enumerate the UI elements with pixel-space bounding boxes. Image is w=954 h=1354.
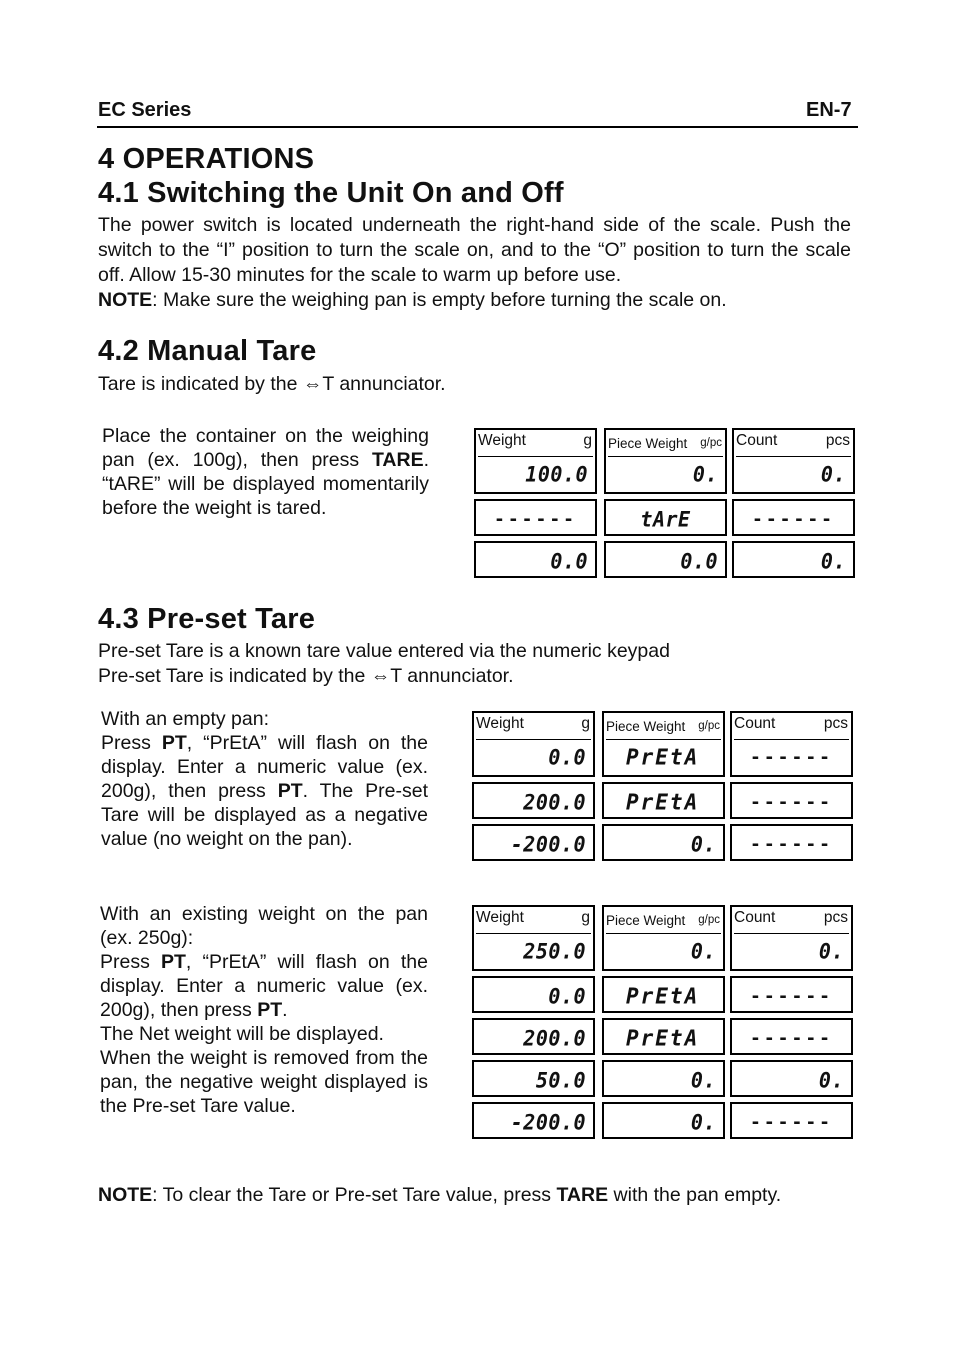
count-display-cell	[730, 905, 853, 971]
section-4-1-title: 4.1 Switching the Unit On and Off	[98, 177, 564, 209]
note-label: NOTE	[98, 289, 153, 311]
weight-display-cell	[472, 824, 595, 861]
count-readout: 0.	[818, 938, 844, 964]
count-display-cell	[732, 541, 855, 578]
piece-weight-display-cell	[602, 905, 725, 971]
count-readout: 0.	[820, 461, 846, 487]
piece-weight-display-cell	[602, 1060, 725, 1097]
weight-display-cell	[472, 905, 595, 971]
count-label	[736, 432, 850, 454]
weight-display-cell	[474, 499, 597, 536]
piece-weight-display-cell	[604, 541, 727, 578]
count-display-cell	[732, 499, 855, 536]
display-divider	[734, 739, 849, 740]
piece-weight-label	[606, 719, 720, 741]
count-display-cell	[732, 428, 855, 494]
weight-readout: 0.0	[548, 983, 586, 1009]
piece-weight-readout: 0.0	[680, 548, 718, 574]
weight-label	[476, 715, 590, 737]
weight-readout: 200.0	[523, 1025, 586, 1051]
weight-unit: g	[581, 909, 590, 926]
piece-weight-display-cell	[604, 499, 727, 536]
count-label-text: Count	[734, 909, 776, 926]
piece-weight-label	[608, 436, 722, 458]
piece-weight-readout: PrEtA	[626, 789, 700, 815]
note-clear-tare: NOTE: To clear the Tare or Pre-set Tare value, press TARE with the pan empty.	[98, 1184, 782, 1206]
chapter-title: 4 OPERATIONS	[98, 143, 315, 175]
count-unit: pcs	[823, 715, 848, 732]
note-text: : Make sure the weighing pan is empty before turning the scale on.	[152, 289, 727, 311]
section-4-3-title: 4.3 Pre-set Tare	[98, 603, 316, 635]
count-readout: 0.	[820, 548, 846, 574]
weight-display-cell	[474, 428, 597, 494]
weight-readout: -200.0	[510, 831, 586, 857]
piece-weight-readout: PrEtA	[626, 744, 700, 770]
weight-readout: ------	[493, 509, 578, 530]
display-divider	[734, 933, 849, 934]
piece-weight-display-cell	[602, 1102, 725, 1139]
display-divider	[736, 456, 851, 457]
piece-weight-display-cell	[604, 428, 727, 494]
count-display-cell	[730, 711, 853, 777]
display-divider	[608, 456, 723, 457]
section-4-3-intro-2: Pre-set Tare is indicated by the ⇔T annunciator.	[98, 665, 514, 687]
count-display-cell	[730, 1060, 853, 1097]
piece-weight-display-cell	[602, 782, 725, 819]
section-4-2-intro: Tare is indicated by the ⇔T annunciator.	[98, 373, 446, 395]
weight-readout: 0.0	[548, 744, 586, 770]
weight-readout: 0.0	[550, 548, 588, 574]
count-readout: ------	[749, 792, 834, 813]
piece-weight-display-cell	[602, 976, 725, 1013]
count-readout: 0.	[818, 1067, 844, 1093]
piece-weight-label-text: Piece Weight	[608, 436, 688, 451]
count-label	[734, 715, 848, 737]
count-readout: ------	[749, 747, 834, 768]
header-rule	[97, 126, 858, 128]
weight-label-text: Weight	[478, 432, 526, 449]
piece-weight-unit: g/pc	[700, 437, 722, 449]
display-divider	[606, 739, 721, 740]
weight-label-text: Weight	[476, 909, 524, 926]
display-divider	[478, 456, 593, 457]
manual-tare-instructions: Place the container on the weighing pan (ex. 100g), then press TARE. “tARE” will be displayed momentarily before the weight is tared.	[102, 425, 429, 519]
count-display-cell	[730, 1018, 853, 1055]
piece-weight-display-cell	[602, 711, 725, 777]
piece-weight-readout: 0.	[690, 1067, 716, 1093]
weight-label	[476, 909, 590, 931]
count-readout: ------	[749, 834, 834, 855]
piece-weight-unit: g/pc	[698, 914, 720, 926]
piece-weight-readout: PrEtA	[626, 1025, 700, 1051]
piece-weight-unit: g/pc	[698, 720, 720, 732]
weight-label-text: Weight	[476, 715, 524, 732]
running-header-series: EC Series	[98, 99, 192, 121]
count-label	[734, 909, 848, 931]
piece-weight-readout: 0.	[690, 831, 716, 857]
tare-key-label: TARE	[371, 449, 424, 471]
weight-display-cell	[474, 541, 597, 578]
count-readout: ------	[749, 986, 834, 1007]
preset-empty-instructions: With an empty pan: Press PT, “PrEtA” will flash on the display. Enter a numeric value (ex. 200g), then press PT. The Pre-set Tare will be displayed as a negative value (no weight on the pan).	[101, 708, 429, 850]
count-readout: ------	[751, 509, 836, 530]
section-4-2-title: 4.2 Manual Tare	[98, 335, 317, 367]
display-divider	[606, 933, 721, 934]
section-4-1-body: The power switch is located underneath the right-hand side of the scale. Push the switch to the “I” position to turn the scale on, and to the “O” position to turn the scale off. Allow 15-30 minutes for the scale to warm up before use.	[98, 214, 851, 286]
piece-weight-readout: 0.	[690, 938, 716, 964]
weight-display-cell	[472, 1060, 595, 1097]
count-readout: ------	[749, 1028, 834, 1049]
weight-display-cell	[472, 1102, 595, 1139]
weight-readout: 50.0	[535, 1067, 586, 1093]
count-label-text: Count	[734, 715, 776, 732]
page-number: EN-7	[806, 99, 852, 121]
weight-readout: 200.0	[523, 789, 586, 815]
piece-weight-readout: 0.	[692, 461, 718, 487]
count-unit: pcs	[823, 909, 848, 926]
piece-weight-label-text: Piece Weight	[606, 719, 686, 734]
piece-weight-display-cell	[602, 1018, 725, 1055]
preset-existing-instructions: With an existing weight on the pan (ex. 250g): Press PT, “PrEtA” will flash on the display. Enter a numeric value (ex. 200g), then press PT. The Net weight will be displayed. When the weight is removed from the pan, the negative weight displayed is the Pre-set Tare value.	[100, 903, 428, 1117]
piece-weight-readout: tArE	[640, 506, 691, 532]
count-label-text: Count	[736, 432, 778, 449]
weight-display-cell	[472, 976, 595, 1013]
piece-weight-label	[606, 913, 720, 935]
note-power-on	[98, 288, 858, 313]
piece-weight-label-text: Piece Weight	[606, 913, 686, 928]
count-unit: pcs	[825, 432, 850, 449]
section-4-3-intro-1: Pre-set Tare is a known tare value entered via the numeric keypad	[98, 640, 670, 662]
weight-readout: 100.0	[525, 461, 588, 487]
weight-display-cell	[472, 711, 595, 777]
count-display-cell	[730, 976, 853, 1013]
piece-weight-display-cell	[602, 824, 725, 861]
display-divider	[476, 739, 591, 740]
count-display-cell	[730, 824, 853, 861]
piece-weight-readout: 0.	[690, 1109, 716, 1135]
weight-readout: 250.0	[523, 938, 586, 964]
display-divider	[476, 933, 591, 934]
weight-unit: g	[581, 715, 590, 732]
weight-display-cell	[472, 782, 595, 819]
piece-weight-readout: PrEtA	[626, 983, 700, 1009]
count-display-cell	[730, 1102, 853, 1139]
count-readout: ------	[749, 1112, 834, 1133]
weight-readout: -200.0	[510, 1109, 586, 1135]
weight-unit: g	[583, 432, 592, 449]
weight-label	[478, 432, 592, 454]
count-display-cell	[730, 782, 853, 819]
weight-display-cell	[472, 1018, 595, 1055]
